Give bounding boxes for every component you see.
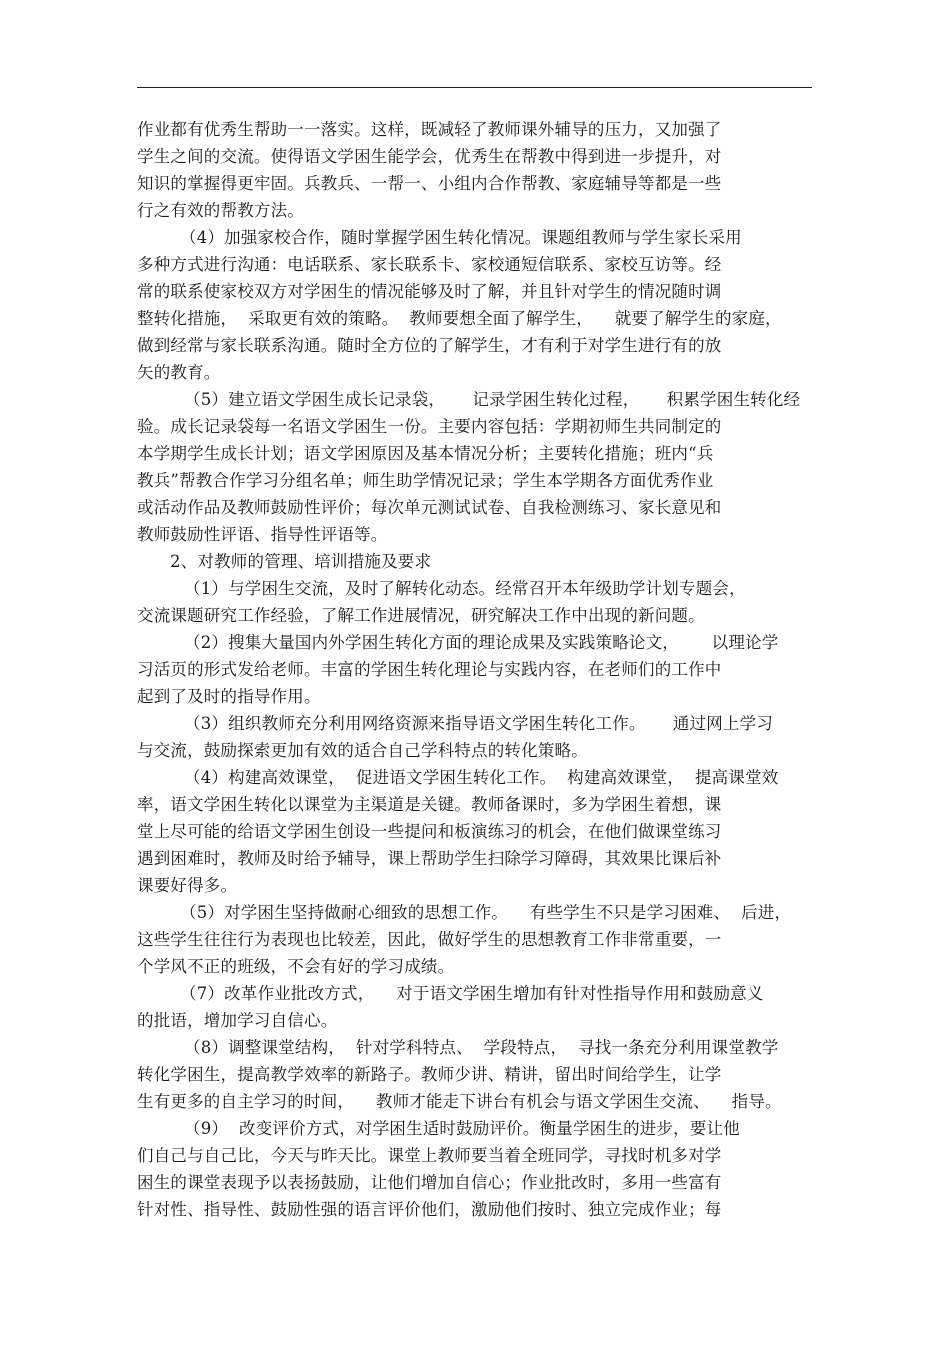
text-line: （3）组织教师充分利用网络资源来指导语文学困生转化工作。 通过网上学习	[184, 714, 774, 733]
text-line: 习活页的形式发给老师。丰富的学困生转化理论与实践内容，在老师们的工作中	[137, 660, 722, 679]
text-line: 行之有效的帮教方法。	[137, 201, 304, 220]
text-line: 知识的掌握得更牢固。兵教兵、一帮一、小组内合作帮教、家庭辅导等都是一些	[137, 174, 722, 193]
text-line: 困生的课堂表现予以表扬鼓励，让他们增加自信心；作业批改时，多用一些富有	[137, 1173, 722, 1192]
text-line: 常的联系使家校双方对学困生的情况能够及时了解，并且针对学生的情况随时调	[137, 282, 722, 301]
text-line: 或活动作品及教师鼓励性评价；每次单元测试试卷、自我检测练习、家长意见和	[137, 498, 722, 517]
text-line: 学生之间的交流。使得语文学困生能学会，优秀生在帮教中得到进一步提升，对	[137, 147, 722, 166]
text-line: （9） 改变评价方式，对学困生适时鼓励评价。衡量学困生的进步，要让他	[184, 1119, 740, 1138]
text-line: （4）构建高效课堂， 促进语文学困生转化工作。 构建高效课堂， 提高课堂效	[184, 768, 779, 787]
text-line: 多种方式进行沟通：电话联系、家长联系卡、家校通短信联系、家校互访等。经	[137, 255, 722, 274]
text-line: 生有更多的自主学习的时间， 教师才能走下讲台有机会与语文学困生交流、 指导。	[137, 1092, 782, 1111]
text-line: 与交流，鼓励探索更加有效的适合自己学科特点的转化策略。	[137, 741, 588, 760]
text-line: 矢的教育。	[137, 363, 221, 382]
text-line: 教师鼓励性评语、指导性评语等。	[137, 525, 388, 544]
text-line: 做到经常与家长联系沟通。随时全方位的了解学生，才有利于对学生进行有的放	[137, 336, 722, 355]
text-line: 整转化措施， 采取更有效的策略。 教师要想全面了解学生， 就要了解学生的家庭，	[137, 309, 782, 328]
text-line: 个学风不正的班级，不会有好的学习成绩。	[137, 957, 455, 976]
text-line: （5）建立语文学困生成长记录袋， 记录学困生转化过程， 积累学困生转化经	[184, 390, 801, 409]
text-line: 遇到困难时，教师及时给予辅导，课上帮助学生扫除学习障碍，其效果比课后补	[137, 849, 722, 868]
text-line: 起到了及时的指导作用。	[137, 687, 321, 706]
text-line: 的批语，增加学习自信心。	[137, 1011, 338, 1030]
text-line: 率，语文学困生转化以课堂为主渠道是关键。教师备课时，多为学困生着想，课	[137, 795, 722, 814]
text-line: 转化学困生，提高教学效率的新路子。教师少讲、精讲，留出时间给学生，让学	[137, 1065, 722, 1084]
text-line: 验。成长记录袋每一名语文学困生一份。主要内容包括：学期初师生共同制定的	[137, 417, 722, 436]
text-line: 交流课题研究工作经验，了解工作进展情况，研究解决工作中出现的新问题。	[137, 606, 705, 625]
text-line: （8）调整课堂结构， 针对学科特点、 学段特点， 寻找一条充分利用课堂教学	[184, 1038, 779, 1057]
text-line: 堂上尽可能的给语文学困生创设一些提问和板演练习的机会，在他们做课堂练习	[137, 822, 722, 841]
text-line: 们自己与自己比，今天与昨天比。课堂上教师要当着全班同学，寻找时机多对学	[137, 1146, 722, 1165]
text-line: 2、对教师的管理、培训措施及要求	[170, 552, 432, 571]
text-line: （7）改革作业批改方式， 对于语文学困生增加有针对性指导作用和鼓励意义	[180, 984, 764, 1003]
text-line: 这些学生往往行为表现也比较差，因此，做好学生的思想教育工作非常重要，一	[137, 930, 722, 949]
text-line: 作业都有优秀生帮助一一落实。这样，既减轻了教师课外辅导的压力，又加强了	[137, 120, 722, 139]
text-line: 教兵”帮教合作学习分组名单；师生助学情况记录；学生本学期各方面优秀作业	[137, 471, 714, 490]
text-line: （2）搜集大量国内外学困生转化方面的理论成果及实践策略论文， 以理论学	[184, 633, 779, 652]
text-line: （1）与学困生交流，及时了解转化动态。经常召开本年级助学计划专题会，	[184, 579, 746, 598]
text-line: （4）加强家校合作，随时掌握学困生转化情况。课题组教师与学生家长采用	[180, 228, 742, 247]
text-line: 课要好得多。	[137, 876, 238, 895]
text-line: （5）对学困生坚持做耐心细致的思想工作。 有些学生不只是学习困难、 后进，	[180, 903, 792, 922]
text-line: 针对性、指导性、鼓励性强的语言评价他们，激励他们按时、独立完成作业；每	[137, 1200, 722, 1219]
text-line: 本学期学生成长计划；语文学困原因及基本情况分析；主要转化措施；班内“兵	[137, 444, 714, 463]
